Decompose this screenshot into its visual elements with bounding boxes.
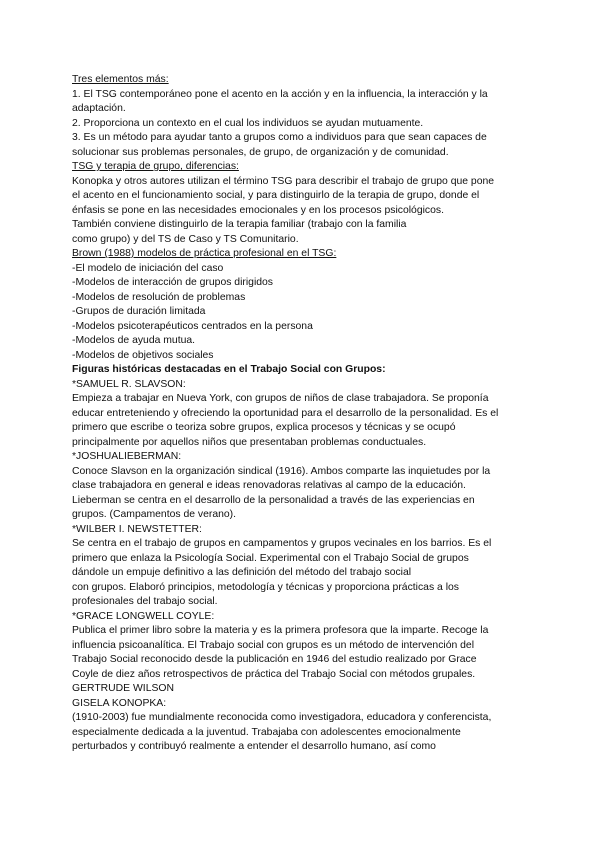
text-line: GERTRUDE WILSON [72, 683, 174, 694]
text-line: Publica el primer libro sobre la materia y es la primera profesora que la imparte. Recoge la [72, 625, 489, 636]
text-line: -Modelos de resolución de problemas [72, 291, 246, 303]
text-line: Conoce Slavson en la organización sindical (1916). Ambos comparte las inquietudes por la [72, 465, 491, 477]
text-line: clase trabajadora en general e ideas renovadoras relativas al campo de la educación. [72, 480, 466, 491]
text-line: -Modelos de ayuda mutua. [72, 335, 196, 346]
text-line: GISELA KONOPKA: [72, 697, 167, 709]
text-line: influencia psicoanalítica. El Trabajo social con grupos es un método de intervención del [72, 639, 475, 651]
text-line: especialmente dedicada a la juventud. Trabajaba con adolescentes emocionalmente [72, 726, 461, 738]
text-line: También conviene distinguirlo de la terapia familiar (trabajo con la familia [72, 219, 407, 230]
text-line: como grupo) y del TS de Caso y TS Comunitario. [72, 233, 299, 245]
text-line: (1910-2003) fue mundialmente reconocida como investigadora, educadora y conferencista, [72, 712, 492, 723]
text-line: dándole un empuje definitivo a las definición del método del trabajo social [72, 567, 412, 578]
text-line: Se centra en el trabajo de grupos en campamentos y grupos vecinales en los barrios. Es el [72, 538, 492, 549]
text-line: solucionar sus problemas personales, de grupo, de organización y de comunidad. [72, 146, 449, 158]
subheading: Tres elementos más: [72, 74, 169, 85]
text-line: 2. Proporciona un contexto en el cual los individuos se ayudan mutuamente. [72, 117, 424, 129]
text-line: principalmente por aquellos niños que presentaban problemas conductuales. [72, 436, 427, 448]
text-line: Coyle de diez años retrospectivos de práctica del Trabajo Social con métodos grupales. [72, 668, 476, 680]
text-line: 3. Es un método para ayudar tanto a grupos como a individuos para que sean capaces de [72, 132, 487, 143]
text-line: educar entreteniendo y ofreciendo la oportunidad para el desarrollo de la personalidad. Es el [72, 407, 499, 419]
text-line: *GRACE LONGWELL COYLE: [72, 610, 215, 622]
text-line: grupos. (Campamentos de verano). [72, 509, 237, 520]
subheading: TSG y terapia de grupo, diferencias: [72, 161, 239, 172]
text-line: -Modelos de interacción de grupos dirigidos [72, 277, 273, 288]
text-line: *SAMUEL R. SLAVSON: [72, 378, 186, 390]
section-heading: Figuras históricas destacadas en el Trabajo Social con Grupos: [72, 364, 386, 375]
text-line: -El modelo de iniciación del caso [72, 262, 224, 274]
text-line: primero que enlaza la Psicología Social. Experimental con el Trabajo Social de grupos [72, 552, 469, 564]
subheading: Brown (1988) modelos de práctica profesional en el TSG: [72, 248, 337, 259]
text-line: *JOSHUALIEBERMAN: [72, 451, 182, 462]
text-line: primero que escribe o teoriza sobre grupos, explica procesos y técnicas y se ocupó [72, 422, 456, 433]
text-line: Lieberman se centra en el desarrollo de la personalidad a través de las experiencias en [72, 494, 475, 506]
text-line: -Modelos de objetivos sociales [72, 349, 214, 361]
text-line: *WILBER I. NEWSTETTER: [72, 523, 202, 535]
text-line: Konopka y otros autores utilizan el término TSG para describir el trabajo de grupo que pone [72, 175, 495, 187]
text-line: profesionales del trabajo social. [72, 596, 218, 607]
text-line: Empieza a trabajar en Nueva York, con grupos de niños de clase trabajadora. Se proponía [72, 393, 489, 404]
text-line: 1. El TSG contemporáneo pone el acento en la acción y en la influencia, la interacción y la [72, 88, 488, 100]
text-line: Trabajo Social reconocido desde la publicación en 1946 del estudio realizado por Grace [72, 654, 477, 665]
text-line: -Grupos de duración limitada [72, 306, 206, 317]
text-line: el acento en el funcionamiento social, y para distinguirlo de la terapia de grupo, donde el [72, 190, 480, 201]
text-line: con grupos. Elaboró principios, metodología y técnicas y proporciona prácticas a los [72, 581, 459, 593]
text-line: perturbados y contribuyó realmente a entender el desarrollo humano, así como [72, 741, 436, 752]
text-line: adaptación. [72, 103, 126, 114]
text-line: énfasis se pone en las necesidades emocionales y en los procesos psicológicos. [72, 204, 444, 216]
document-body [72, 73, 540, 755]
text-line: -Modelos psicoterapéuticos centrados en la persona [72, 320, 313, 332]
